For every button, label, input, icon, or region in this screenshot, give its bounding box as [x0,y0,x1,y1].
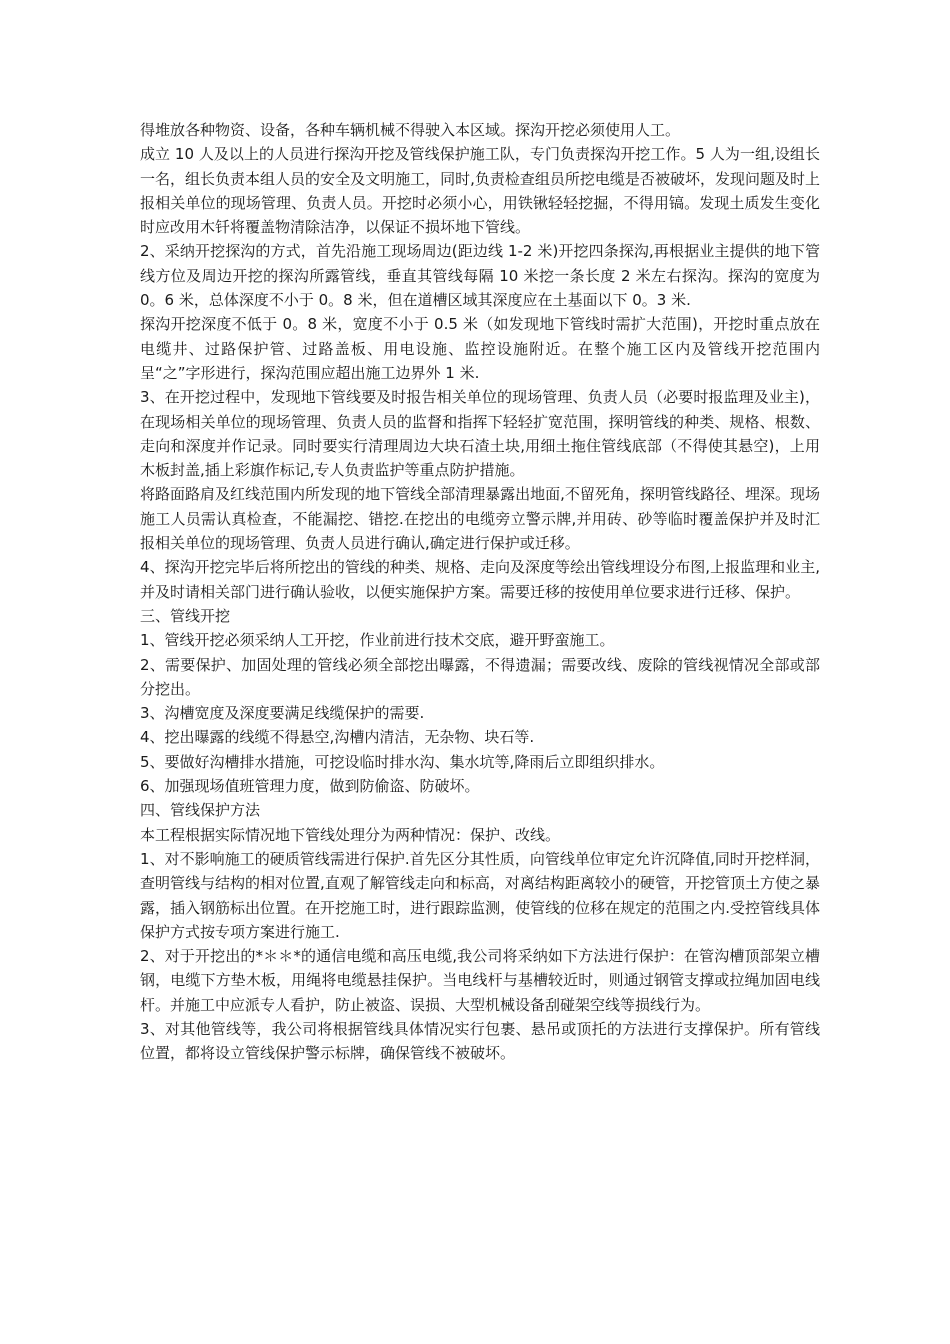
paragraph: 本工程根据实际情况地下管线处理分为两种情况：保护、改线。 [140,825,561,844]
paragraph: 得堆放各种物资、设备，各种车辆机械不得驶入本区域。探沟开挖必须使用人工。 [140,121,681,139]
paragraph: 5、要做好沟槽排水措施，可挖设临时排水沟、集水坑等,降雨后立即组织排水。 [140,752,665,771]
paragraph: 1、管线开挖必须采纳人工开挖，作业前进行技术交底，避开野蛮施工。 [140,631,615,650]
paragraph: 1、对不影响施工的硬质管线需进行保护.首先区分其性质，向管线单位审定允许沉降值,同时开挖样洞，查明管线与结构的相对位置,直观了解管线走向和标高，对离结构距离较小的硬管，开挖管顶土方使之暴露，插入钢筋标出位置。在开挖施工时，进行跟踪监测，使管线的位移在规定的范围之内.受控管线具体保护方式按专项方案进行施工. [140,849,820,941]
paragraph: 4、挖出曝露的线缆不得悬空,沟槽内清洁，无杂物、块石等. [140,728,535,747]
paragraph: 3、在开挖过程中，发现地下管线要及时报告相关单位的现场管理、负责人员（必要时报监理及业主)，在现场相关单位的现场管理、负责人员的监督和指挥下轻轻扩宽范围，探明管线的种类、规格、根数、走向和深度并作记录。同时要实行清理周边大块石渣土块,用细土拖住管线底部（不得使其悬空)，上用木板封盖,插上彩旗作标记,专人负责监护等重点防护措施。 [140,388,820,480]
paragraph: 成立 10 人及以上的人员进行探沟开挖及管线保护施工队，专门负责探沟开挖工作。5 人为一组,设组长一名，组长负责本组人员的安全及文明施工，同时,负责检查组员所挖电缆是否被破坏，发现问题及时上报相关单位的现场管理、负责人员。开挖时必须小心，用铁锹轻轻挖掘，不得用镐。发现土质发生变化时应改用木钎将覆盖物清除洁净，以保证不损坏地下管线。 [140,145,820,237]
paragraph: 2、需要保护、加固处理的管线必须全部挖出曝露，不得遗漏；需要改线、废除的管线视情况全部或部分挖出。 [140,655,820,698]
paragraph: 3、沟槽宽度及深度要满足线缆保护的需要. [140,704,425,723]
section-heading: 三、管线开挖 [140,606,231,625]
paragraph: 2、对于开挖出的*＊＊*的通信电缆和高压电缆,我公司将采纳如下方法进行保护：在管沟槽顶部架立槽钢，电缆下方垫木板，用绳将电缆悬挂保护。当电线杆与基槽较近时，则通过钢管支撑或拉绳加固电线杆。并施工中应派专人看护，防止被盗、误损、大型机械设备刮碰架空线等损线行为。 [140,947,820,1014]
paragraph: 3、对其他管线等，我公司将根据管线具体情况实行包裹、悬吊或顶托的方法进行支撑保护。所有管线位置，都将设立管线保护警示标牌，确保管线不被破坏。 [140,1019,820,1063]
section-heading: 四、管线保护方法 [140,801,261,820]
paragraph: 4、探沟开挖完毕后将所挖出的管线的种类、规格、走向及深度等绘出管线埋设分布图,上报监理和业主,并及时请相关部门进行确认验收，以便实施保护方案。需要迁移的按使用单位要求进行迁移、保护。 [140,558,820,601]
paragraph: 将路面路肩及红线范围内所发现的地下管线全部清理暴露出地面,不留死角，探明管线路径、埋深。现场施工人员需认真检查，不能漏挖、错挖.在挖出的电缆旁立警示牌,并用砖、砂等临时覆盖保护并及时汇报相关单位的现场管理、负责人员进行确认,确定进行保护或迁移。 [140,485,820,553]
paragraph: 6、加强现场值班管理力度，做到防偷盗、防破坏。 [140,777,480,796]
document-body [140,118,820,1066]
paragraph: 2、采纳开挖探沟的方式，首先沿施工现场周边(距边线 1-2 米)开挖四条探沟,再根据业主提供的地下管线方位及周边开挖的探沟所露管线，垂直其管线每隔 10 米挖一条长度 2 米左右探沟。探沟的宽度为 0。6 米，总体深度不小于 0。8 米，但在道槽区域其深度应在土基面以下 0。3 米. [140,242,820,310]
paragraph: 探沟开挖深度不低于 0。8 米，宽度不小于 0.5 米（如发现地下管线时需扩大范围)，开挖时重点放在电缆井、过路保护管、过路盖板、用电设施、监控设施附近。在整个施工区内及管线开挖范围内呈“之”字形进行，探沟范围应超出施工边界外 1 米. [140,315,820,382]
